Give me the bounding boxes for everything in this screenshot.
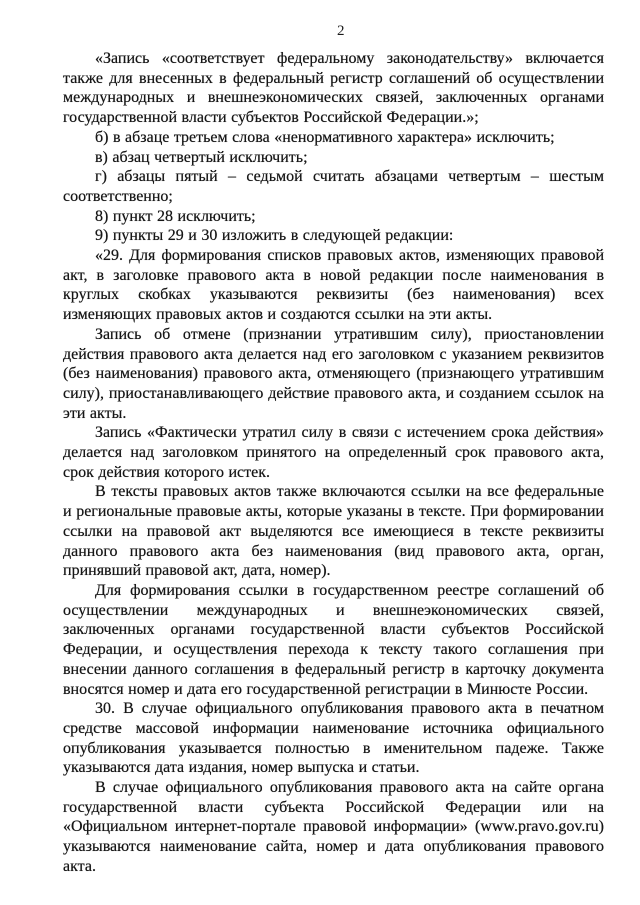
paragraph-text-links: В тексты правовых актов также включаются ссылки на все федеральные и региональные правовые акты, которые указаны в тексте. При формировании ссылки на правовой акт выделяются все имеющиеся в тексте реквизиты данного правового акта без наименования (вид правового акта, орган, принявший правовой акт, дата, номер).: [63, 483, 604, 580]
paragraph-registry-link: Для формирования ссылки в государственном реестре соглашений об осуществлении международных и внешнеэкономических связей, заключенных органами государственной власти субъектов Российской Федерации, и осуществления перехода к тексту такого соглашения при внесении данного соглашения в федеральный регистр в карточку документа вносятся номер и дата его государственной регистрации в Минюсте России.: [63, 581, 604, 698]
paragraph-expired-record: Запись «Фактически утратил силу в связи с истечением срока действия» делается над заголовком принятого на определенный срок правового акта, срок действия которого истек.: [63, 424, 604, 481]
paragraph-item-b: б) в абзаце третьем слова «ненормативного характера» исключить;: [95, 128, 555, 146]
paragraph-item-g: г) абзацы пятый – седьмой считать абзацами четвертым – шестым соответственно;: [63, 168, 604, 205]
paragraph-official-site-publication: В случае официального опубликования правового акта на сайте органа государственной власти субъекта Российской Федерации или на «Официальном интернет-портале правовой информации» (www.pravo.gov.ru) указываются наименование сайта, номер и дата опубликования правового акта.: [63, 779, 604, 875]
paragraph-clause-29: «29. Для формирования списков правовых актов, изменяющих правовой акт, в заголовке правового акта в новой редакции после наименования в круглых скобках указываются реквизиты (без наименования) всех изменяющих правовых актов и создаются ссылки на эти акты.: [63, 247, 604, 324]
paragraph-item-8: 8) пункт 28 исключить;: [95, 207, 256, 225]
paragraph-cancellation-record: Запись об отмене (признании утратившим силу), приостановлении действия правового акта делается над его заголовком с указанием реквизитов (без наименования) правового акта, отменяющего (признающего утратившим силу), приостанавливающего действие правового акта, и созданием ссылок на эти акты.: [63, 325, 604, 422]
paragraph-item-9: 9) пункты 29 и 30 изложить в следующей редакции:: [95, 227, 454, 245]
page-number: 2: [337, 23, 345, 39]
paragraph-quote-record-federal-law: «Запись «соответствует федеральному законодательству» включается также для внесенных в федеральный регистр соглашений об осуществлении международных и внешнеэкономических связей, заключенных органами государственной власти субъектов Российской Федерации.»;: [63, 50, 604, 127]
document-body: [63, 49, 604, 877]
paragraph-clause-30: 30. В случае официального опубликования правового акта в печатном средстве массовой информации наименование источника официального опубликования указывается полностью в именительном падеже. Также указываются дата издания, номер выпуска и статьи.: [63, 700, 604, 777]
paragraph-item-v: в) абзац четвертый исключить;: [95, 148, 308, 166]
